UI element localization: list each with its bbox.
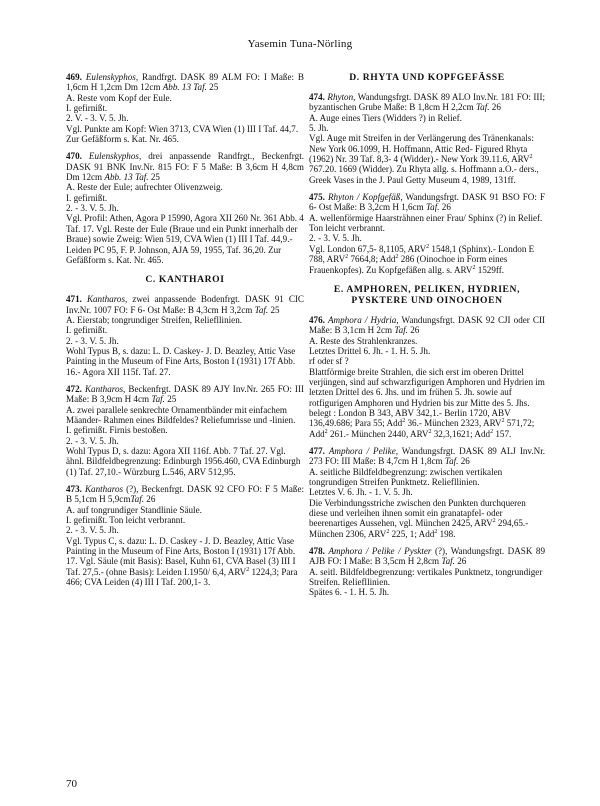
entry-line: A. wellenförmige Haarsträhnen einer Frau/ Sphinx (?) in Relief. (309, 212, 543, 223)
catalogue-entry (309, 192, 545, 275)
entry-line: A. Reste des Strahlenkranzes. (309, 335, 418, 346)
catalogue-entry (66, 384, 304, 477)
entry-line: I. gefirnißt. (66, 325, 108, 336)
left-column (66, 72, 304, 594)
entry-number: 469. (66, 72, 86, 82)
entry-heading: 475. Rhyton / Kopfgefäß, Wandungsfrgt. DASK 91 BSO FO: F 6- Ost Maße: B 3,2cm H 1,6cm Taf. 26 (309, 192, 545, 213)
entry-number: 478. (309, 546, 329, 557)
entry-line: Wohl Typus B, s. dazu: L. D. Caskey- J. D. Beazley, Attic Vase Painting in the Museum of Fine Arts, Boston I (1931) 17f Abb. 16.- Agora XII 115f. Taf. 27. (66, 345, 296, 377)
entry-heading: 469. Eulenskyphos, Randfrgt. DASK 89 ALM FO: I Maße: B 1,6cm H 1,2cm Dm 12cm Abb. 13 Taf. 25 (66, 72, 304, 93)
catalogue-entry (66, 294, 304, 377)
entry-line: Ton leicht verbrannt. (309, 223, 385, 234)
entry-number: 472. (66, 383, 85, 394)
entry-line: rf oder sf ? (309, 356, 349, 367)
entry-heading: 471. Kantharos, zwei anpassende Bodenfrgt. DASK 91 CIC Inv.Nr. 1007 FO: F 6- Ost Maße: B 4,3cm H 3,2cm Taf. 25 (66, 294, 304, 315)
entry-line: Vgl. London 67,5- 8,1105, ARV$^2$ 1548,1 (Sphinx).- London E 788, ARV$^2$ 7664,8; Add$^2$ 286 (Oinochoe in Form eines Frauenkopfes). Zu Kopfgefäßen allg. s. ARV$^2$ 1529ff. (309, 243, 535, 275)
entry-line: I. gefirnißt. (66, 192, 108, 203)
entry-number: 476. (309, 314, 328, 325)
entry-line: I. gefirnißt. Firnis bestoßen. (66, 425, 168, 436)
entry-heading: 476. Amphora / Hydria, Wandungsfrgt. DASK 92 CJI oder CII Maße: B 3,1cm H 2cm Taf. 26 (309, 314, 546, 336)
catalogue-entry (309, 546, 545, 598)
entry-number: 474. (309, 92, 328, 102)
entry-line: Vgl. Punkte am Kopf: Wien 3713, CVA Wien (1) III I Taf. 44,7. Zur Gefäßform s. Kat. Nr. 465. (66, 123, 299, 145)
entry-line: A. auf tongrundiger Standlinie Säule. (66, 504, 202, 515)
entry-heading: 472. Kantharos, Beckenfrgt. DASK 89 AJY Inv.Nr. 265 FO: III Maße: B 3,9cm H 4cm Taf. 25 (66, 383, 304, 405)
catalogue-entry (66, 72, 304, 144)
catalogue-entry (309, 446, 545, 539)
entry-line: Letztes V. 6. Jh. - 1. V. 5. Jh. (309, 487, 413, 498)
entry-number: 470. (66, 151, 89, 162)
section-heading: C. KANTHAROI (145, 274, 225, 286)
entry-line: Vgl. Profil: Athen, Agora P 15990, Agora XII 260 Nr. 361 Abb. 4 Taf. 17. Vgl. Reste der Eule (Braue und ein Punkt innerhalb der Braue) sowie Zweig: Wien 519, CVA Wien (1) III I Taf. 44,9.- Leiden PC 95, F. P. Johnson, AJA 59, 1955, Taf. 36,20. Zur Gefäßform s. Kat. Nr. 465. (66, 213, 304, 265)
entry-line: I. gefirnißt. (66, 103, 108, 114)
entry-line: 2. V. - 3. V. 5. Jh. (66, 113, 129, 124)
entry-line: Wohl Typus D, s. dazu: Agora XII 116f. Abb. 7 Taf. 27. Vgl. ähnl. Bildfeldbegrenzung: Edinburgh 1956.460, CVA Edinburgh (1) Taf. 27,10.- Würzburg L.546, ARV 512,95. (66, 446, 301, 477)
page-number: 70 (66, 778, 77, 790)
entry-line: 2. - 3. V. 5. Jh. (66, 335, 119, 346)
entry-heading: 474. Rhyton, Wandungsfrgt. DASK 89 ALO Inv.Nr. 181 FO: III; byzantischen Grube Maße: B 1,8cm H 2,2cm Taf. 26 (309, 92, 545, 113)
entry-heading: 477. Amphora / Pelike, Wandungsfrgt. DASK 89 ALJ Inv.Nr. 273 FO: III Maße: B 4,7cm H 1,8cm Taf. 26 (309, 445, 546, 467)
entry-heading: 478. Amphora / Pelike / Pyskter (?), Wandungsfrgt. DASK 89 AJB FO: I Maße: B 3,5cm H 2,8cm Taf. 26 (309, 546, 546, 567)
catalogue-entry (309, 92, 545, 185)
entry-line: Vgl. Auge mit Streifen in der Verlängerung des Tränenkanals: New York 06.1099, H. Hoffmann, Attic Red- Figured Rhyta (1962) Nr. 39 Taf. 8,3- 4 (Widder).- New York 39.11.6, ARV$^2$ 767.20. 1669 (Widder). Zu Rhyta allg. s. Hoffmann a.O.- ders., Greek Vases in the J. Paul Getty Museum 4, 1989, 131ff. (309, 133, 539, 185)
entry-heading: 470. Eulenskyphos, drei anpassende Randfrgt., Beckenfrgt. DASK 91 BNK Inv.Nr. 815 FO: F 5 Maße: B 3,6cm H 4,8cm Dm 12cm Abb. 13 Taf. 25 (66, 151, 304, 183)
entry-line: I. gefirnißt. Ton leicht verbrannt. (66, 515, 186, 526)
entry-line: Blattförmige breite Strahlen, die sich erst im oberen Drittel verjüngen, sind auf schwarzfigurigen Amphoren und Hydrien im letzten Drittel des 6. Jhs. und im frühen 5. Jh. sowie auf rotfigurigen Amphoren und Hydrien bis zur Mitte des 5. Jhs. belegt : London B 343, ABV 342,1.- Berlin 1720, ABV 136,49.686; Para 55; Add$^2$ 36.- München 2323, ARV$^2$ 571,72; Add$^2$ 261.- München 2440, ARV$^2$ 32,3,1621; Add$^2$ 157. (309, 366, 545, 439)
entry-number: 471. (66, 294, 87, 305)
catalogue-entry (309, 315, 545, 439)
entry-number: 477. (309, 445, 329, 456)
entry-line: A. seitl. Bildfeldbegrenzung: vertikales Punktnetz, tongrundiger Streifen. Reliefllinien. (309, 566, 543, 588)
entry-line: 2. - 3. V. 5. Jh. (66, 525, 119, 536)
entry-number: 475. (309, 192, 328, 203)
section-heading: E. AMPHOREN, PELIKEN, HYDRIEN, PYSKTERE UND OINOCHOEN (333, 283, 521, 306)
section-heading: D. RHYTA UND KOPFGEFÄSSE (349, 72, 505, 83)
entry-line: 5. Jh. (309, 123, 329, 134)
entry-number: 473. (66, 484, 85, 495)
entry-line: Vgl. Typus C, s. dazu: L. D. Caskey - J. D. Beazley, Attic Vase Painting in the Museum of Fine Arts, Boston I (1931) 17f Abb. 17. Vgl. Säule (mit Basis): Basel, Kuhn 61, CVA Basel (3) III I Taf. 27,5.- (ohne Basis): Leiden I.1950/ 6,4, ARV$^2$ 1224,3; Para 466; CVA Leiden (4) III I Taf. 200,1- 3. (66, 535, 298, 588)
entry-line: A. Reste vom Kopf der Eule. (66, 92, 172, 103)
entry-line: A. Eierstab; tongrundiger Streifen, Reliefllinien. (66, 314, 243, 325)
entry-line: Die Verbindungsstriche zwischen den Punkten durchqueren diese und verleihen ihnen somit ein granatapfel- oder beerenartiges Aussehen, vgl. München 2425, ARV$^2$ 294,65.- München 2306, ARV$^2$ 225, 1; Add$^2$ 198. (309, 497, 529, 539)
entry-line: 2. - 3. V. 5. Jh. (66, 203, 119, 214)
catalogue-entry (66, 484, 304, 587)
catalogue-entry (66, 151, 304, 265)
entry-line: A. Reste der Eule; aufrechter Olivenzweig. (66, 182, 223, 193)
entry-line: A. seitliche Bildfeldbegrenzung: zwischen vertikalen tongrundigen Streifen Punktnetz. Reliefllinien. (309, 466, 503, 487)
entry-line: Letztes Drittel 6. Jh. - 1. H. 5. Jh. (309, 345, 431, 356)
right-column (309, 72, 545, 605)
entry-line: A. zwei parallele senkrechte Ornamentbänder mit einfachem Mäander- Rahmen eines Bildfeldes? Reliefumrisse und -linien. (66, 404, 296, 425)
entry-line: Spätes 6. - 1. H. 5. Jh. (309, 587, 390, 598)
entry-line: 2. - 3. V. 5. Jh. (66, 435, 119, 446)
running-head: Yasemin Tuna-Nörling (247, 38, 353, 50)
entry-heading: 473. Kantharos (?), Beckenfrgt. DASK 92 CFO FO: F 5 Maße: B 5,1cm H 5,9cmTaf. 26 (66, 484, 305, 505)
entry-line: 2. - 3. V. 5. Jh. (309, 233, 362, 244)
entry-line: A. Auge eines Tiers (Widders ?) in Relief. (309, 112, 462, 123)
